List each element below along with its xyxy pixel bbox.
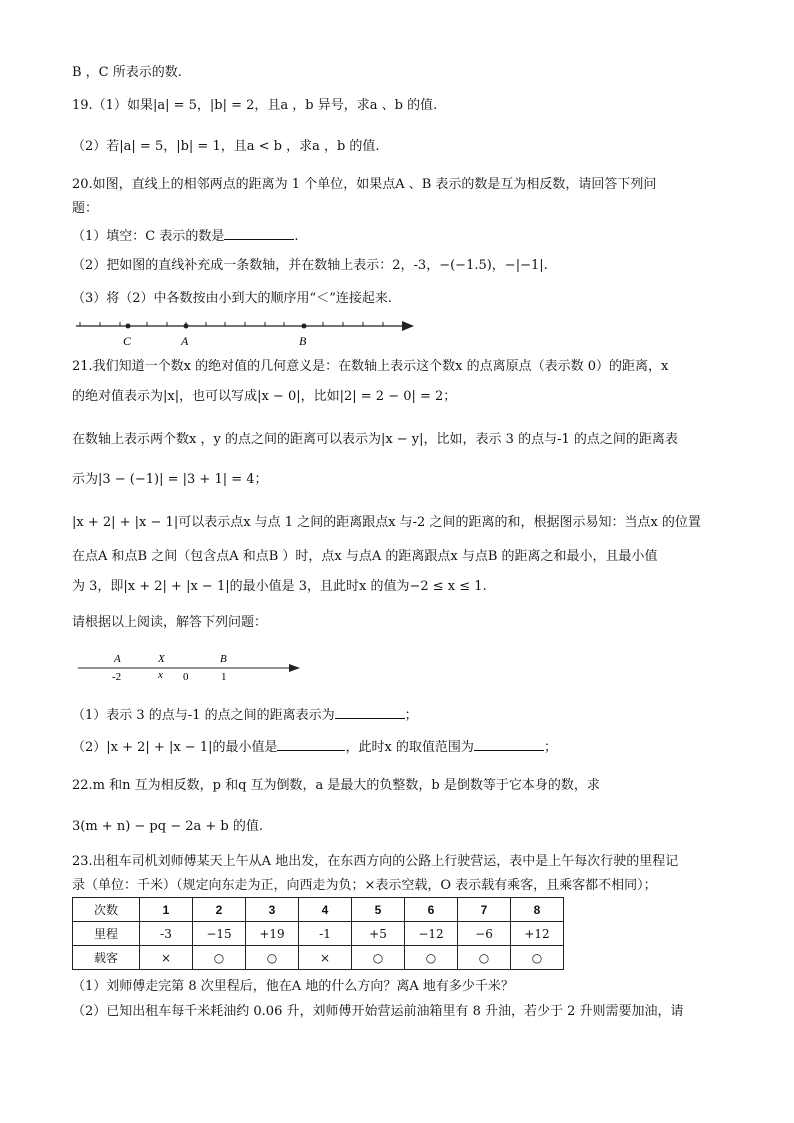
- table-cell: 8: [511, 898, 564, 922]
- point-c: [126, 324, 131, 329]
- answer-blank[interactable]: [335, 704, 405, 719]
- table-cell: +19: [246, 922, 299, 946]
- q20-part1: [72, 225, 299, 246]
- q20-stem-cont: 题：: [72, 201, 99, 216]
- q21-line5: |x + 2| + |x − 1|可以表示点x 与点 1 之间的距离跟点x 与-2 之间的距离的和，根据图示易知：当点x 的位置: [72, 515, 701, 530]
- label-B: B: [220, 653, 227, 665]
- q21-part2-mid: ，此时x 的取值范围为: [345, 740, 474, 755]
- q21-line7: 为 3，即|x + 2| + |x − 1|的最小值是 3，且此时x 的值为−2 ≤ x ≤ 1.: [72, 579, 487, 594]
- table-cell: ○: [246, 946, 299, 970]
- q20-stem: 20.如图，直线上的相邻两点的距离为 1 个单位，如果点A 、B 表示的数是互为相反数，请回答下列问: [72, 177, 657, 192]
- q22-line1: 22.m 和n 互为相反数，p 和q 互为倒数，a 是最大的负整数，b 是倒数等于它本身的数，求: [72, 778, 600, 793]
- q21-part1-text: （1）表示 3 的点与-1 的点之间的距离表示为: [72, 708, 335, 723]
- table-cell: ○: [193, 946, 246, 970]
- answer-blank-range[interactable]: [474, 736, 544, 751]
- q19-part2: （2）若|a| = 5，|b| = 1，且a < b ，求a ，b 的值.: [72, 139, 380, 154]
- table-cell: 次数: [73, 898, 140, 922]
- q21-line4: 示为|3 − (−1)| = |3 + 1| = 4；: [72, 472, 268, 487]
- label-b: B: [299, 334, 307, 348]
- q21-part2-end: ；: [543, 740, 557, 755]
- continued-text: B ，C 所表示的数.: [72, 65, 182, 80]
- label-X: X: [158, 653, 165, 665]
- tick-x: x: [158, 669, 163, 681]
- table-cell: 6: [405, 898, 458, 922]
- q21-line8: 请根据以上阅读，解答下列问题：: [72, 615, 268, 630]
- table-cell: ×: [299, 946, 352, 970]
- table-row: [73, 898, 564, 922]
- table-cell: +5: [352, 922, 405, 946]
- q20-part2: （2）把如图的直线补充成一条数轴，并在数轴上表示：2，-3，−(−1.5)，−|−1|.: [72, 258, 548, 273]
- q23-line2: 录（单位：千米）（规定向东走为正，向西走为负；×表示空载，O 表示载有乘客，且乘客都不相同）；: [72, 878, 657, 893]
- table-row: [73, 946, 564, 970]
- table-cell: ○: [352, 946, 405, 970]
- table-cell: -3: [140, 922, 193, 946]
- table-cell: +12: [511, 922, 564, 946]
- table-cell: 5: [352, 898, 405, 922]
- number-line-figure-2: [72, 648, 312, 684]
- q21-part2-text: （2）|x + 2| + |x − 1|的最小值是: [72, 740, 278, 755]
- tick-0: 0: [183, 671, 189, 683]
- q22-line2: 3(m + n) − pq − 2a + b 的值.: [72, 819, 263, 834]
- q21-part2: [72, 736, 557, 757]
- q23-part2: （2）已知出租车每千米耗油约 0.06 升，刘师傅开始营运前油箱里有 8 升油，若少于 2 升则需要加油，请: [72, 1004, 684, 1019]
- table-cell: 7: [458, 898, 511, 922]
- q21-line2: 的绝对值表示为|x|，也可以写成|x − 0|，比如|2| = 2 − 0| = 2；: [72, 389, 457, 404]
- mileage-table: [72, 897, 564, 970]
- table-cell: ×: [140, 946, 193, 970]
- label-a: A: [181, 334, 189, 348]
- point-b: [302, 324, 307, 329]
- q21-line1: 21.我们知道一个数x 的绝对值的几何意义是：在数轴上表示这个数x 的点离原点（表示数 0）的距离，x: [72, 359, 669, 374]
- q21-part1-end: ；: [404, 708, 418, 723]
- table-row: [73, 922, 564, 946]
- label-A: A: [114, 653, 121, 665]
- q20-part1-text: （1）填空：C 表示的数是: [72, 229, 225, 244]
- q21-line6: 在点A 和点B 之间（包含点A 和点B ）时，点x 与点A 的距离跟点x 与点B 的距离之和最小，且最小值: [72, 549, 658, 564]
- q20-part3: （3）将（2）中各数按由小到大的顺序用“＜”连接起来.: [72, 291, 392, 306]
- q23-part1: （1）刘师傅走完第 8 次里程后，他在A 地的什么方向？离A 地有多少千米？: [72, 979, 514, 994]
- table-cell: −12: [405, 922, 458, 946]
- answer-blank[interactable]: [224, 225, 294, 240]
- q19-part1: 19.（1）如果|a| = 5，|b| = 2，且a ，b 异号，求a 、b 的值.: [72, 98, 438, 113]
- table-cell: 4: [299, 898, 352, 922]
- number-line-figure-1: [72, 314, 422, 350]
- table-cell: −6: [458, 922, 511, 946]
- q20-part1-end: .: [294, 229, 299, 244]
- answer-blank-min[interactable]: [277, 736, 345, 751]
- point-a: [184, 324, 189, 329]
- table-cell: 2: [193, 898, 246, 922]
- q23-line1: 23.出租车司机刘师傅某天上午从A 地出发，在东西方向的公路上行驶营运，表中是上午每次行驶的里程记: [72, 854, 679, 869]
- table-cell: 3: [246, 898, 299, 922]
- table-cell: -1: [299, 922, 352, 946]
- q21-part1: [72, 704, 418, 725]
- table-cell: 载客: [73, 946, 140, 970]
- label-c: C: [123, 334, 132, 348]
- table-cell: 里程: [73, 922, 140, 946]
- table-cell: ○: [405, 946, 458, 970]
- tick-minus2: -2: [112, 671, 122, 683]
- table-cell: ○: [511, 946, 564, 970]
- table-cell: ○: [458, 946, 511, 970]
- tick-1: 1: [221, 671, 227, 683]
- q21-line3: 在数轴上表示两个数x ，y 的点之间的距离可以表示为|x − y|，比如，表示 3 的点与-1 的点之间的距离表: [72, 432, 678, 447]
- table-cell: −15: [193, 922, 246, 946]
- table-cell: 1: [140, 898, 193, 922]
